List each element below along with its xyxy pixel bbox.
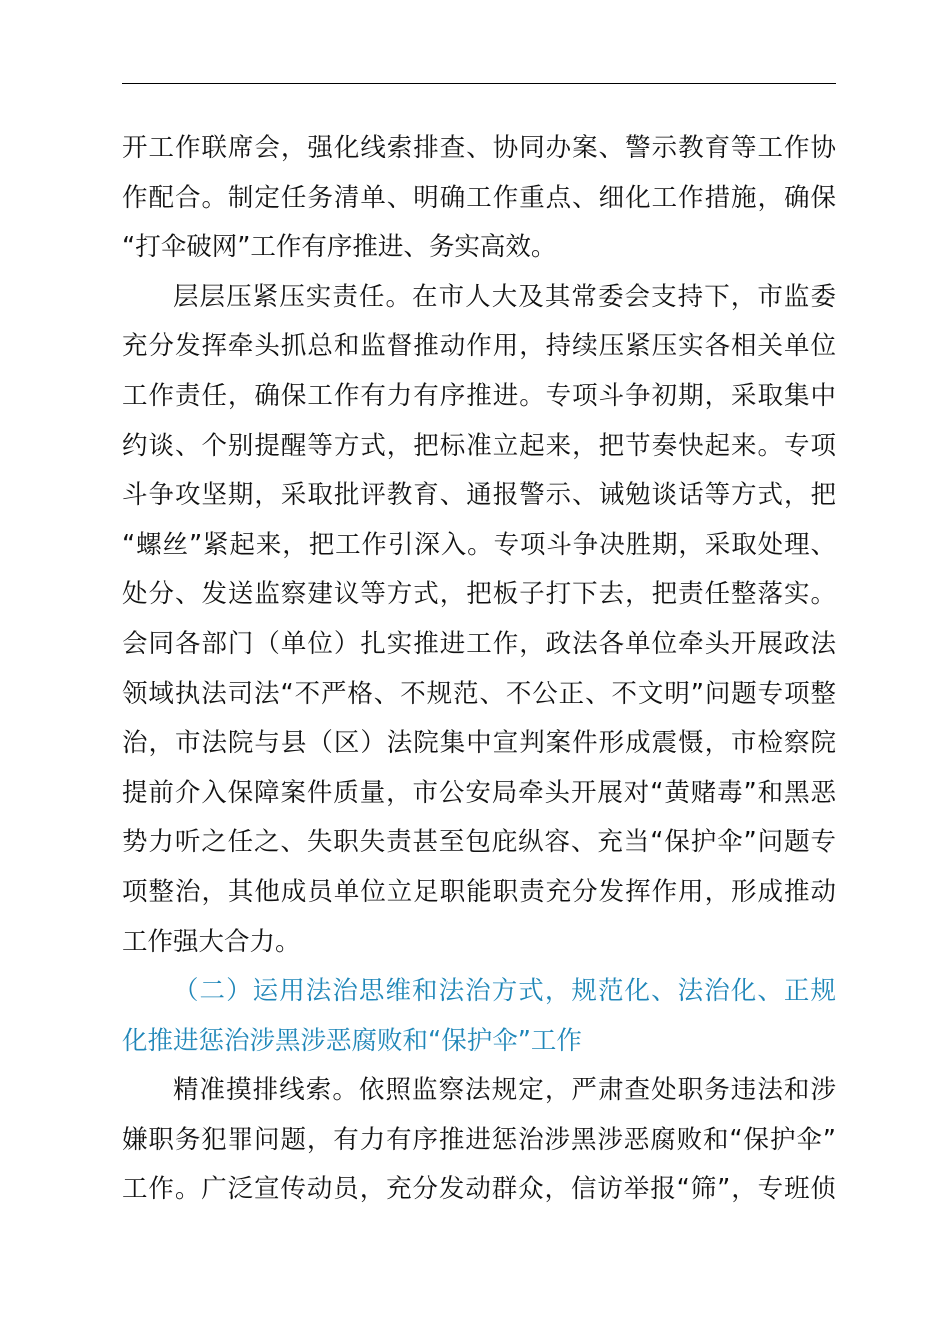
text-line: 嫌职务犯罪问题，有力有序推进惩治涉黑涉恶腐败和“保护伞” bbox=[122, 1124, 836, 1155]
text-line: “打伞破网”工作有序推进、务实高效。 bbox=[122, 232, 557, 263]
text-line: 会同各部门（单位）扎实推进工作，政法各单位牵头开展政法 bbox=[122, 628, 836, 659]
text-line: 工作。广泛宣传动员，充分发动群众，信访举报“筛”，专班侦 bbox=[122, 1174, 836, 1205]
text-line: 约谈、个别提醒等方式，把标准立起来，把节奏快起来。专项 bbox=[122, 430, 836, 461]
text-line: 工作责任，确保工作有力有序推进。专项斗争初期，采取集中 bbox=[122, 380, 836, 411]
text-line: 充分发挥牵头抓总和监督推动作用，持续压紧压实各相关单位 bbox=[122, 331, 836, 362]
text-line: 处分、发送监察建议等方式，把板子打下去，把责任整落实。 bbox=[122, 579, 836, 610]
section-heading bbox=[122, 967, 836, 1066]
text-line: 领域执法司法“不严格、不规范、不公正、不文明”问题专项整 bbox=[122, 678, 836, 709]
heading-line: （二）运用法治思维和法治方式，规范化、法治化、正规 bbox=[173, 976, 836, 1007]
paragraph bbox=[122, 1066, 836, 1215]
text-line: 治，市法院与县（区）法院集中宣判案件形成震慑，市检察院 bbox=[122, 728, 836, 759]
text-line: 斗争攻坚期，采取批评教育、通报警示、诫勉谈话等方式，把 bbox=[122, 480, 836, 511]
paragraph bbox=[122, 124, 836, 273]
text-line: 开工作联席会，强化线索排查、协同办案、警示教育等工作协 bbox=[122, 133, 836, 163]
text-line: “螺丝”紧起来，把工作引深入。专项斗争决胜期，采取处理、 bbox=[122, 529, 836, 560]
text-line: 工作强大合力。 bbox=[122, 926, 301, 957]
header-rule bbox=[122, 83, 836, 84]
text-line: 提前介入保障案件质量，市公安局牵头开展对“黄赌毒”和黑恶 bbox=[122, 777, 836, 808]
text-line: 势力听之任之、失职失责甚至包庇纵容、充当“保护伞”问题专 bbox=[122, 827, 836, 858]
heading-line: 化推进惩治涉黑涉恶腐败和“保护伞”工作 bbox=[122, 1025, 582, 1056]
text-line: 层层压紧压实责任。在市人大及其常委会支持下，市监委 bbox=[173, 281, 836, 312]
paragraph bbox=[122, 273, 836, 967]
text-line: 作配合。制定任务清单、明确工作重点、细化工作措施，确保 bbox=[122, 182, 836, 213]
document-body bbox=[122, 124, 836, 1215]
text-line: 精准摸排线索。依照监察法规定，严肃查处职务违法和涉 bbox=[173, 1075, 836, 1106]
text-line: 项整治，其他成员单位立足职能职责充分发挥作用，形成推动 bbox=[122, 876, 836, 907]
